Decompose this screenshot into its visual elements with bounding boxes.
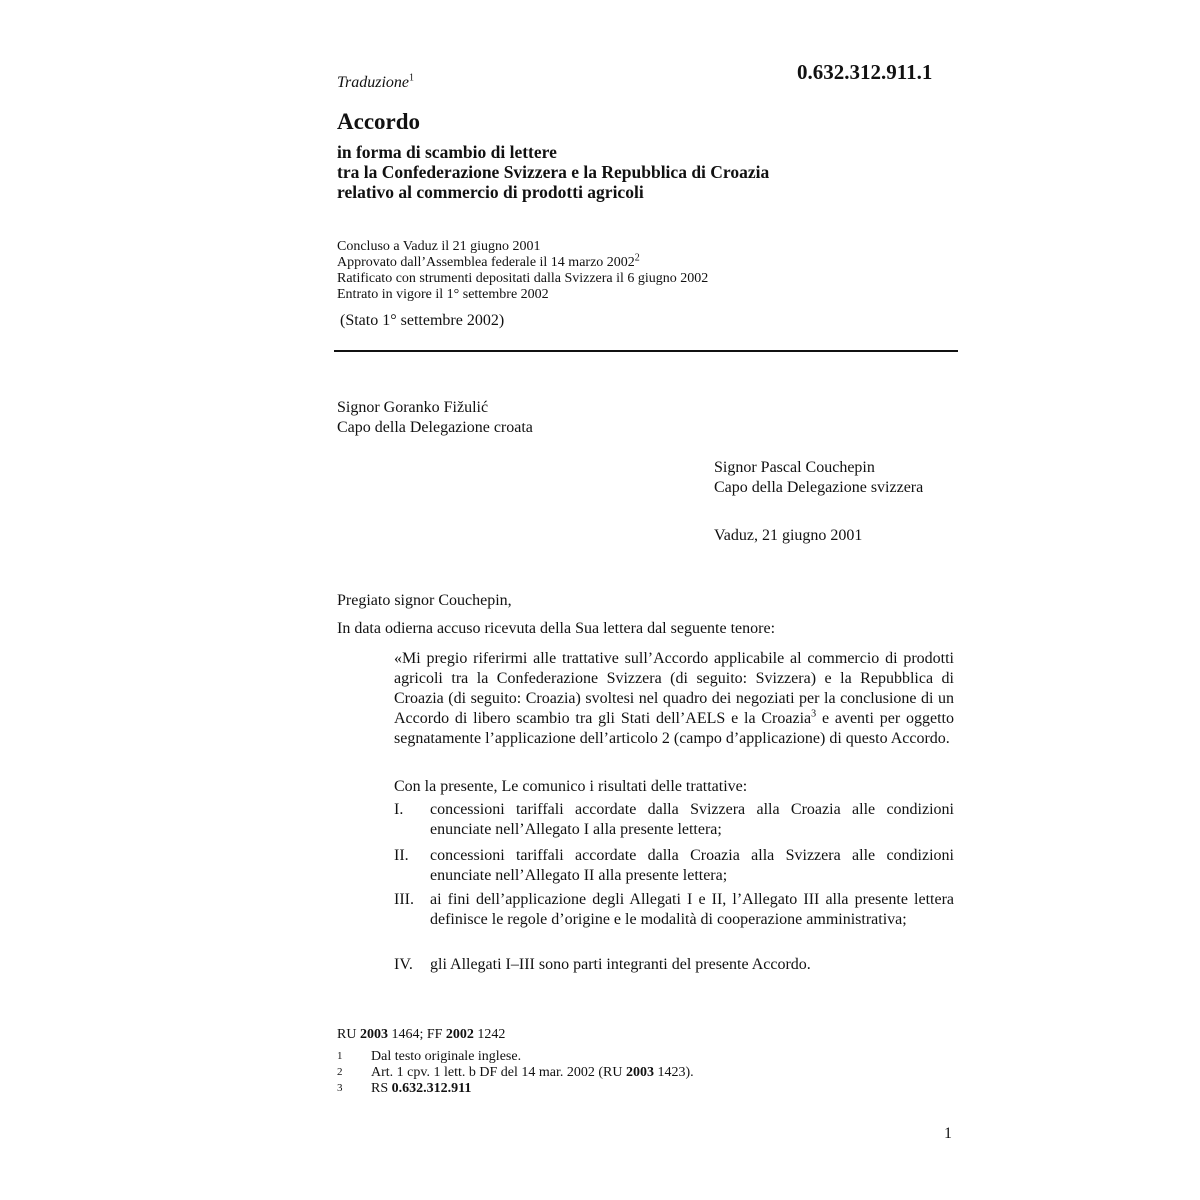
salutation: Pregiato signor Couchepin, xyxy=(337,592,512,609)
list-item xyxy=(394,800,954,840)
list-item xyxy=(394,955,954,975)
official-references xyxy=(337,1027,505,1043)
document-title: Accordo xyxy=(337,109,421,134)
footnote-number: 3 xyxy=(337,1082,343,1094)
sender-block xyxy=(714,458,923,498)
ru-year: 2003 xyxy=(359,1027,388,1042)
list-item-number: III. xyxy=(394,891,414,908)
status-date: (Stato 1° settembre 2002) xyxy=(340,312,505,329)
footnote-2 xyxy=(337,1065,694,1080)
in-force-date: Entrato in vigore il 1° settembre 2002 xyxy=(337,287,549,302)
list-item-text: ai fini dell’applicazione degli Allegati I e II, l’Allegato III alla presente lettera definisce le regole d’origine e le modalità di cooperazione amministrativa; xyxy=(430,891,954,928)
footnote-number: 1 xyxy=(337,1050,343,1062)
subtitle-line-1: in forma di scambio di lettere xyxy=(337,142,557,162)
list-item xyxy=(394,846,954,886)
list-item xyxy=(394,890,954,930)
subtitle-line-2: tra la Confederazione Svizzera e la Repubblica di Croazia xyxy=(337,162,770,182)
header-divider xyxy=(334,350,958,352)
ratified-date: Ratificato con strumenti depositati dalla Svizzera il 6 giugno 2002 xyxy=(337,271,709,286)
list-item-number: IV. xyxy=(394,956,413,973)
quote-part-1: «Mi pregio riferirmi alle trattative sull’Accordo applicabile al commercio di prodotti agricoli tra la Confederazione Svizzera (di seguito: Svizzera) e la Repubblica di Croazia (di seguito: Croazia) svoltesi nel quadro dei negoziati per la conclusione di un Accordo di libero scambio tra gli Stati dell’AELS e la Croazia xyxy=(394,650,954,727)
translation-label xyxy=(337,74,414,92)
footnote-text-bold: 0.632.312.911 xyxy=(391,1081,472,1096)
list-item-number: II. xyxy=(394,847,409,864)
results-intro: Con la presente, Le comunico i risultati delle trattative: xyxy=(394,778,748,795)
ru-prefix: RU xyxy=(337,1027,360,1042)
footnote-text-pre: RS xyxy=(371,1081,392,1096)
footnote-ref-2[interactable]: 2 xyxy=(634,252,640,264)
quoted-letter-paragraph xyxy=(394,649,954,749)
approved-date-text: Approvato dall’Assemblea federale il 14 marzo 2002 xyxy=(337,255,635,270)
sr-number: 0.632.312.911.1 xyxy=(797,60,933,84)
footnote-number: 2 xyxy=(337,1066,343,1078)
footnote-text-bold: 2003 xyxy=(625,1065,654,1080)
list-item-text: concessioni tariffali accordate dalla Croazia alla Svizzera alle condizioni enunciate nell’Allegato II alla presente lettera; xyxy=(430,847,954,884)
page-number: 1 xyxy=(944,1125,952,1142)
ff-page: 1242 xyxy=(473,1027,506,1042)
quote-part-2: e aventi per oggetto segnatamente l’applicazione dell’articolo 2 (campo d’applicazione) di questo Accordo. xyxy=(394,710,954,747)
sender-name: Signor Pascal Couchepin xyxy=(714,459,875,476)
sender-role: Capo della Delegazione svizzera xyxy=(714,479,924,496)
footnote-text: Dal testo originale inglese. xyxy=(371,1049,522,1064)
list-item-number: I. xyxy=(394,801,404,818)
addressee-name: Signor Goranko Fižulić xyxy=(337,399,489,416)
concluded-date: Concluso a Vaduz il 21 giugno 2001 xyxy=(337,239,541,254)
list-item-text: concessioni tariffali accordate dalla Svizzera alla Croazia alle condizioni enunciate nell’Allegato I alla presente lettera; xyxy=(430,801,954,838)
footnote-ref-3[interactable]: 3 xyxy=(811,708,817,720)
footnote-3 xyxy=(337,1081,471,1096)
addressee-block xyxy=(337,398,533,438)
dates-block xyxy=(337,239,708,303)
document-subtitle xyxy=(337,142,769,202)
footnote-text-post: 1423). xyxy=(653,1065,694,1080)
addressee-role: Capo della Delegazione croata xyxy=(337,419,533,436)
intro-paragraph: In data odierna accuso ricevuta della Sua lettera dal seguente tenore: xyxy=(337,620,776,637)
approved-date xyxy=(337,252,708,271)
ff-year: 2002 xyxy=(445,1027,474,1042)
place-date: Vaduz, 21 giugno 2001 xyxy=(714,527,863,544)
subtitle-line-3: relativo al commercio di prodotti agricoli xyxy=(337,182,644,202)
list-item-text: gli Allegati I–III sono parti integranti del presente Accordo. xyxy=(430,956,811,973)
footnote-1 xyxy=(337,1049,521,1064)
ru-page: 1464; FF xyxy=(387,1027,446,1042)
footnote-ref-1[interactable]: 1 xyxy=(409,72,415,84)
translation-label-text: Traduzione xyxy=(337,74,410,91)
footnote-text-pre: Art. 1 cpv. 1 lett. b DF del 14 mar. 2002 (RU xyxy=(371,1065,626,1080)
